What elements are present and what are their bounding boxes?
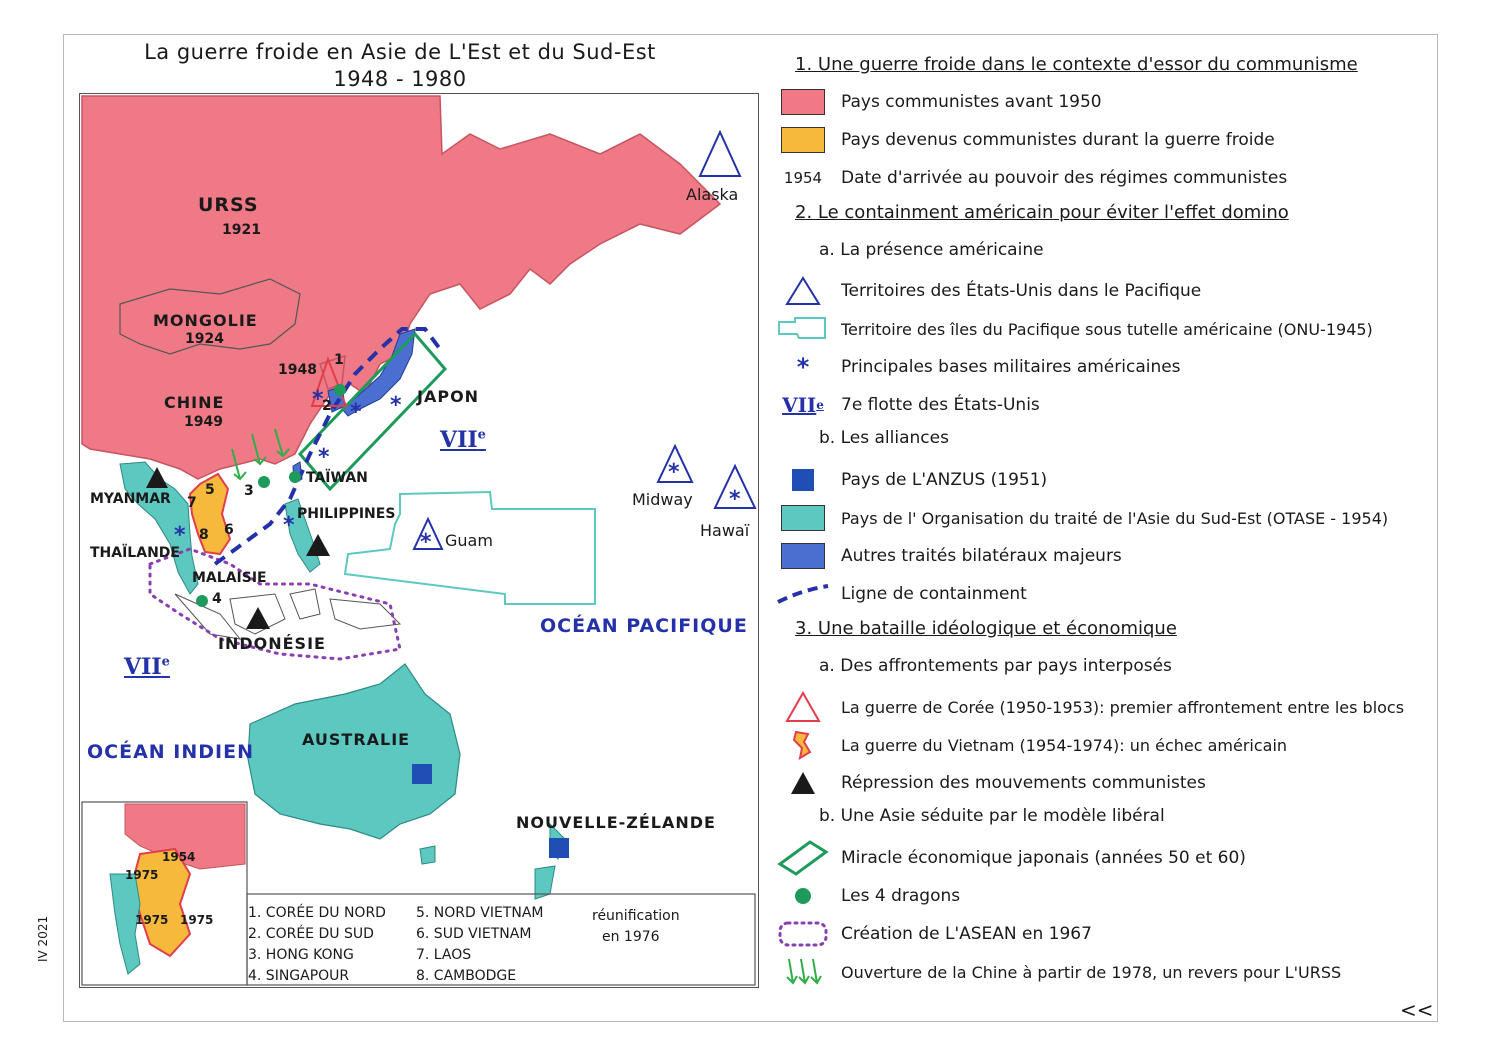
containment-line-icon	[776, 582, 830, 606]
number-7: 7	[187, 495, 197, 511]
legend-item-communist-before-1950: Pays communistes avant 1950	[775, 88, 1102, 116]
map-title: La guerre froide en Asie de L'Est et du Sud-Est	[144, 40, 656, 64]
legend-item-otase: Pays de l' Organisation du traité de l'Asie du Sud-Est (OTASE - 1954)	[775, 504, 1388, 532]
fleet-marker-indian: VIIe	[124, 654, 170, 680]
next-page-mark[interactable]: <<	[1400, 998, 1434, 1022]
svg-text:*: *	[420, 530, 432, 555]
number-5: 5	[205, 482, 215, 498]
legend-sub-a2: a. La présence américaine	[819, 240, 1044, 260]
tasmania-shape	[420, 846, 435, 864]
legend-item-us-territories: Territoires des États-Unis dans le Pacifique	[775, 277, 1201, 305]
anzus-marker-new-zealand	[549, 838, 569, 858]
dragon-korea	[334, 384, 346, 396]
svg-text:*: *	[668, 460, 680, 485]
fleet-marker-pacific: VIIe	[440, 427, 486, 453]
svg-text:*: *	[283, 513, 295, 538]
label-mongolie: MONGOLIE	[153, 311, 258, 330]
legend-section-1: 1. Une guerre froide dans le contexte d'essor du communisme	[795, 54, 1358, 75]
legend-sub-a3: a. Des affrontements par pays interposés	[819, 656, 1172, 676]
reunification-note: réunification en 1976	[592, 908, 680, 945]
legend-item-date: 1954 Date d'arrivée au pouvoir des régimes communistes	[783, 168, 1288, 188]
legend-item-japan-miracle: Miracle économique japonais (années 50 et 60)	[775, 844, 1246, 872]
label-chine: CHINE	[164, 393, 225, 412]
trust-territory-icon	[777, 316, 829, 342]
communist-bloc-shape	[82, 96, 720, 479]
swatch-became-communist	[781, 127, 825, 153]
label-urss: URSS	[198, 194, 259, 216]
inset-date-cambodia: 1975	[135, 913, 169, 927]
swatch-communist	[781, 89, 825, 115]
numbered-list-col2: 5. NORD VIETNAM 6. SUD VIETNAM 7. LAOS 8. CAMBODGE	[416, 905, 544, 984]
anzus-marker-australia	[412, 764, 432, 784]
legend-item-korea-war: La guerre de Corée (1950-1953): premier affrontement entre les blocs	[775, 693, 1404, 721]
svg-text:*: *	[312, 387, 324, 412]
label-chine-date: 1949	[184, 414, 223, 430]
legend-item-fleet: VII e 7e flotte des États-Unis	[775, 391, 1040, 419]
label-thailande: THAÏLANDE	[90, 545, 180, 561]
label-malaisie: MALAISIE	[192, 570, 267, 586]
us-territory-triangle-icon	[783, 276, 823, 306]
label-australie: AUSTRALIE	[302, 730, 411, 749]
swatch-otase	[781, 505, 825, 531]
legend-sub-b3: b. Une Asie séduite par le modèle libéral	[819, 806, 1165, 826]
svg-text:*: *	[390, 393, 402, 418]
dragon-singapore	[196, 595, 208, 607]
dragon-taiwan	[289, 471, 301, 483]
vietnam-war-icon	[788, 730, 818, 760]
label-hawaii: Hawaï	[700, 521, 750, 540]
japan-miracle-icon	[776, 840, 830, 876]
legend-item-anzus: Pays de L'ANZUS (1951)	[775, 466, 1047, 494]
label-philippines: PHILIPPINES	[297, 506, 396, 522]
korea-war-triangle-icon	[783, 691, 823, 723]
label-mongolie-date: 1924	[185, 331, 224, 347]
legend-section-3: 3. Une bataille idéologique et économique	[795, 618, 1177, 639]
label-japon: JAPON	[417, 387, 480, 406]
map-subtitle: 1948 - 1980	[333, 67, 467, 91]
legend-item-dragons: Les 4 dragons	[775, 882, 960, 910]
label-nouvelle-zelande: NOUVELLE-ZÉLANDE	[516, 813, 716, 832]
legend-item-repression: Répression des mouvements communistes	[775, 769, 1206, 797]
dragon-dot-icon	[795, 888, 811, 904]
label-midway: Midway	[632, 490, 693, 509]
repression-triangle-icon	[788, 770, 818, 796]
legend-item-became-communist: Pays devenus communistes durant la guerre froide	[775, 126, 1275, 154]
asean-dotted-icon	[777, 920, 829, 948]
label-guam: Guam	[445, 531, 493, 550]
number-3: 3	[244, 483, 254, 499]
label-alaska: Alaska	[686, 185, 739, 204]
label-indonesie: INDONÉSIE	[218, 634, 326, 653]
legend-item-asean: Création de L'ASEAN en 1967	[775, 920, 1092, 948]
fleet-icon: VII e	[782, 393, 824, 417]
base-asterisk-icon: *	[796, 353, 810, 381]
legend-item-containment-line: Ligne de containment	[775, 580, 1027, 608]
label-taiwan: TAÏWAN	[306, 470, 368, 486]
svg-text:*: *	[318, 445, 330, 470]
number-8: 8	[199, 527, 209, 543]
legend-item-vietnam-war: La guerre du Vietnam (1954-1974): un échec américain	[775, 731, 1287, 759]
number-1: 1	[334, 352, 344, 368]
new-zealand-shape	[535, 824, 565, 899]
legend-sub-b2: b. Les alliances	[819, 428, 949, 448]
label-ocean-indien: OCÉAN INDIEN	[87, 741, 254, 763]
label-urss-date: 1921	[222, 222, 261, 238]
legend-item-bilateral: Autres traités bilatéraux majeurs	[775, 542, 1122, 570]
label-korea-date: 1948	[278, 362, 317, 378]
svg-text:*: *	[174, 523, 186, 548]
legend-item-china-opening: Ouverture de la Chine à partir de 1978, un revers pour L'URSS	[775, 958, 1341, 986]
number-2: 2	[322, 398, 332, 414]
number-6: 6	[224, 522, 234, 538]
inset-date-vietnam-south: 1975	[180, 913, 214, 927]
number-4: 4	[212, 591, 222, 607]
dragon-hong-kong	[258, 476, 270, 488]
label-myanmar: MYANMAR	[90, 491, 171, 507]
svg-text:*: *	[729, 487, 741, 512]
legend-item-bases: * Principales bases militaires américaines	[775, 353, 1181, 381]
inset-date-laos: 1975	[125, 868, 159, 882]
legend-section-2: 2. Le containment américain pour éviter l'effet domino	[795, 202, 1289, 223]
alaska-triangle	[700, 132, 740, 176]
numbered-list-col1: 1. CORÉE DU NORD 2. CORÉE DU SUD 3. HONG KONG 4. SINGAPOUR	[248, 905, 386, 984]
inset-date-vietnam-north: 1954	[162, 850, 196, 864]
label-ocean-pacifique: OCÉAN PACIFIQUE	[540, 615, 748, 637]
australia-shape	[248, 664, 460, 839]
swatch-bilateral	[781, 543, 825, 569]
signature: IV 2021	[36, 915, 50, 962]
legend-item-trust-territory: Territoire des îles du Pacifique sous tutelle américaine (ONU-1945)	[775, 315, 1373, 343]
green-arrows-icon	[781, 957, 825, 987]
anzus-square-icon	[792, 469, 814, 491]
svg-text:*: *	[350, 400, 362, 425]
